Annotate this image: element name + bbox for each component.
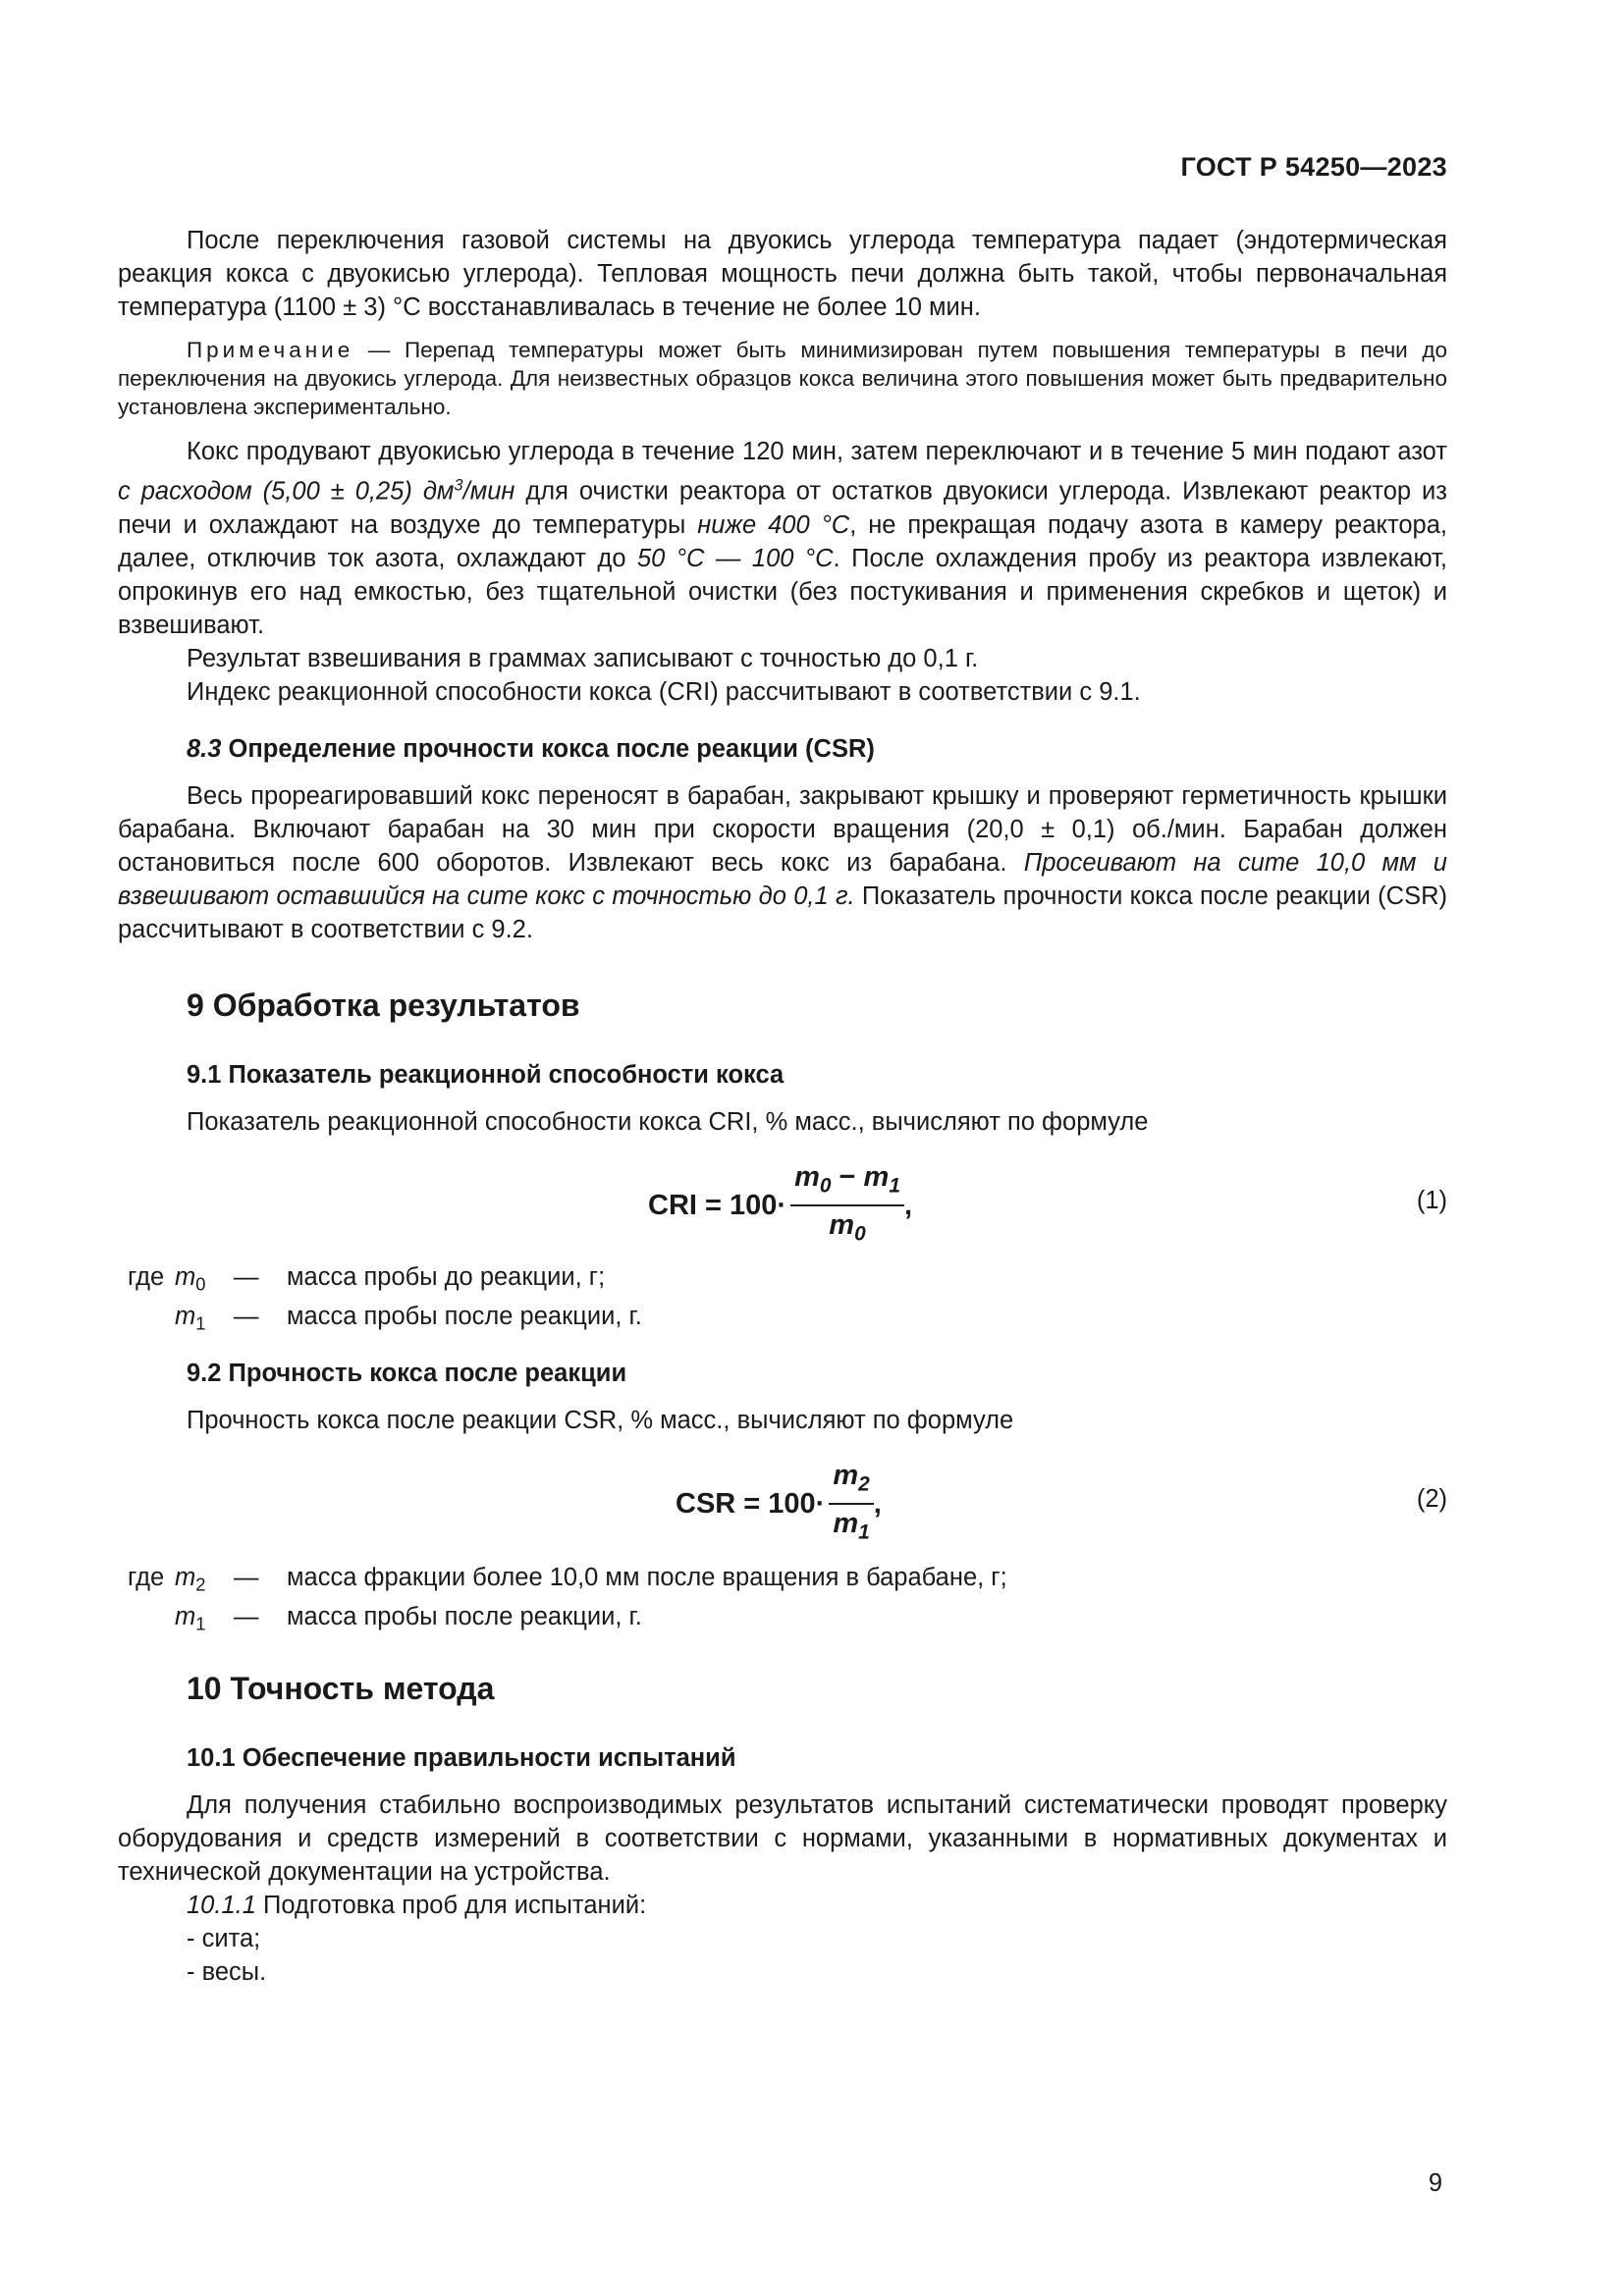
paragraph-cri-ref: Индекс реакционной способности кокса (CRI) рассчитывают в соответствии с 9.1.	[187, 677, 1141, 706]
equation-number-2: (2)	[1416, 1484, 1447, 1513]
page-number: 9	[1428, 2169, 1442, 2197]
fraction: $\frac{m_2}{m_1}$	[829, 1459, 873, 1550]
paragraph-drum: Весь прореагировавший кокс переносят в барабан, закрывают крышку и проверяют герметичность крышки барабана. Включают барабан на 30 мин при скорости вращения (20,0 ± 0,1) об./мин. Барабан должен остановиться после 600 оборотов. Извлекают весь кокс из барабана. Просеивают на сите 10,0 мм и взвешивают оставшийся на сите кокс с точностью до 0,1 г. Показатель прочности кокса после реакции (CSR) рассчитывают в соответствии с 9.2.	[118, 781, 1447, 943]
paragraph-accuracy: Для получения стабильно воспроизводимых результатов испытаний систематически проводят проверку оборудования и средств измерений в соответствии с нормами, указанными в нормативных документах и технической документации на устройства.	[118, 1790, 1447, 1886]
list-item: - весы.	[187, 1957, 267, 1986]
legend-m0: где $m_0$ — масса пробы до реакции, г;	[128, 1262, 606, 1294]
heading-section-9: 9 Обработка результатов	[187, 987, 580, 1023]
equation-number-1: (1)	[1416, 1186, 1447, 1214]
legend-m2: где $m_2$ — масса фракции более 10,0 мм после вращения в барабане, г;	[128, 1563, 1007, 1594]
legend-m1-csr: $m_1$ — масса пробы после реакции, г.	[175, 1602, 642, 1633]
document-code: ГОСТ Р 54250—2023	[1180, 152, 1447, 182]
heading-10-1: 10.1 Обеспечение правильности испытаний	[187, 1743, 736, 1772]
document-body	[118, 224, 1447, 1989]
heading-8-3: 8.3 Определение прочности кокса после реакции (CSR)	[187, 734, 875, 763]
formula-2-row	[118, 1459, 1447, 1553]
list-item: - сита;	[187, 1924, 261, 1952]
formula-csr: CSR = 100· $\frac{m_2}{m_1}$ ,	[676, 1459, 882, 1550]
heading-9-2: 9.2 Прочность кокса после реакции	[187, 1359, 627, 1387]
formula-cri: CRI = 100· $\frac{m_0 - m_1}{m_0}$ ,	[648, 1160, 912, 1252]
heading-9-1: 9.1 Показатель реакционной способности кокса	[187, 1060, 785, 1089]
legend-m1: $m_1$ — масса пробы после реакции, г.	[175, 1302, 642, 1333]
heading-section-10: 10 Точность метода	[187, 1670, 495, 1706]
paragraph-csr-formula-intro: Прочность кокса после реакции CSR, % масс., вычисляют по формуле	[187, 1406, 1014, 1434]
note	[118, 336, 1447, 421]
note-text: — Перепад температуры может быть минимизирован путем повышения температуры в печи до переключения на двуокись углерода. Для неизвестных образцов кокса величина этого повышения может быть предварительно установлена экспериментально.	[118, 338, 1447, 419]
paragraph-cri-formula-intro: Показатель реакционной способности кокса CRI, % масс., вычисляют по формуле	[187, 1107, 1149, 1136]
paragraph-weighing: Результат взвешивания в граммах записывают с точностью до 0,1 г.	[187, 644, 979, 672]
paragraph-gas-switch: После переключения газовой системы на двуокись углерода температура падает (эндотермическая реакция кокса с двуокисью углерода). Тепловая мощность печи должна быть такой, чтобы первоначальная температура (1100 ± 3) °С восстанавливалась в течение не более 10 мин.	[118, 227, 1447, 321]
paragraph-co2-purge: Кокс продувают двуокисью углерода в течение 120 мин, затем переключают и в течение 5 мин подают азот с расходом (5,00 ± 0,25) $дм^3$/мин для очистки реактора от остатков двуокиси углерода. Извлекают реактор из печи и охлаждают на воздухе до температуры ниже 400 °С, не прекращая подачу азота в камеру реактора, далее, отключив ток азота, охлаждают до 50 °С — 100 °С. После охлаждения пробу из реактора извлекают, опрокинув его над емкостью, без тщательной очистки (без постукивания и применения скребков и щеток) и взвешивают.	[118, 438, 1447, 639]
fraction: $\frac{m_0 - m_1}{m_0}$	[790, 1160, 904, 1252]
paragraph-10-1-1: 10.1.1 Подготовка проб для испытаний:	[187, 1891, 647, 1919]
note-label: Примечание	[187, 338, 354, 362]
formula-1-row	[118, 1160, 1447, 1255]
